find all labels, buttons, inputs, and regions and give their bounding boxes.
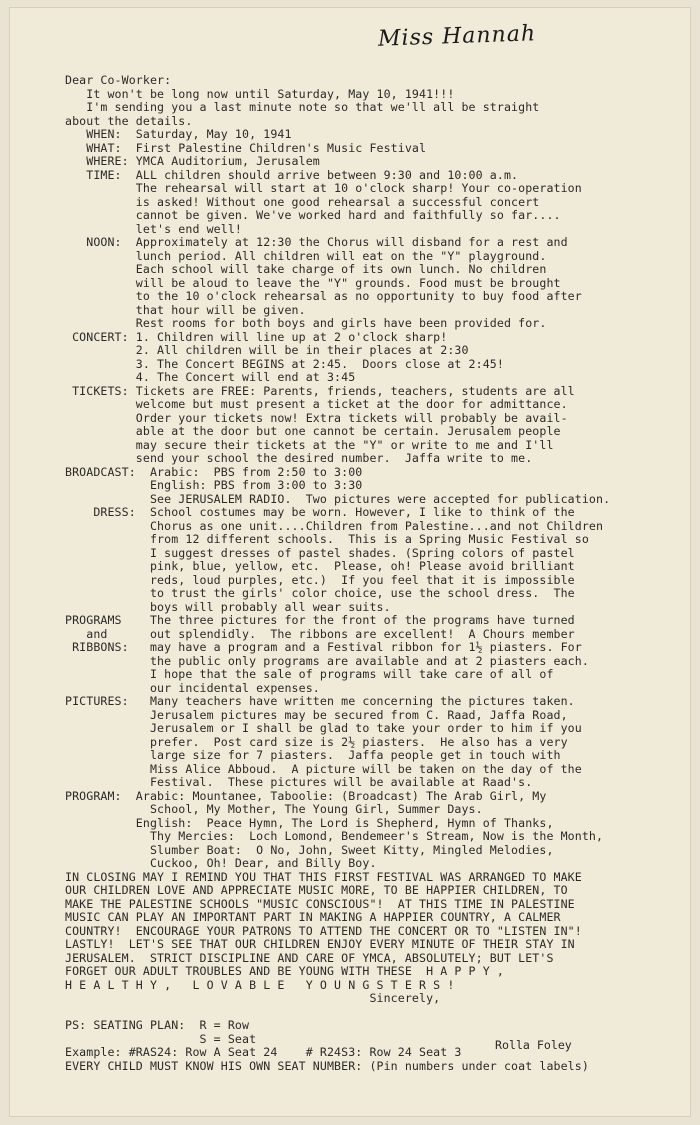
letter-line: It won't be long now until Saturday, May 10, 1941!!! [65,86,455,101]
letter-line: NOON: Approximately at 12:30 the Chorus will disband for a rest and [65,235,568,249]
letter-line: Slumber Boat: O No, John, Sweet Kitty, Mingled Melodies, [65,842,554,857]
letter-line: I'm sending you a last minute note so that we'll all be straight [65,100,540,114]
letter-line: Each school will take charge of its own lunch. No children [65,262,547,276]
letter-line: Festival. These pictures will be available at Raad's. [65,775,533,789]
letter-line: Jerusalem or I shall be glad to take your order to him if you [65,721,582,735]
letter-line: See JERUSALEM RADIO. Two pictures were accepted for publication. [65,491,611,506]
letter-line: LASTLY! LET'S SEE THAT OUR CHILDREN ENJOY EVERY MINUTE OF THEIR STAY IN [65,937,575,951]
letter-line: to trust the girls' color choice, use the school dress. The [65,586,575,600]
letter-line: Chorus as one unit....Children from Palestine...and not Children [65,518,604,533]
letter-line: PROGRAMS The three pictures for the front of the programs have turned [65,613,575,627]
letter-line: Example: #RAS24: Row A Seat 24 # R24S3: Row 24 Seat 3 [65,1045,462,1059]
letter-line: PS: SEATING PLAN: R = Row [65,1018,250,1032]
letter-line: will be aloud to leave the "Y" grounds. Food must be brought [65,275,561,290]
letter-line: IN CLOSING MAY I REMIND YOU THAT THIS FIRST FESTIVAL WAS ARRANGED TO MAKE [65,869,582,884]
letter-line: English: Peace Hymn, The Lord is Shepherd, Hymn of Thanks, [65,815,554,830]
letter-line: Thy Mercies: Loch Lomond, Bendemeer's Stream, Now is the Month, [65,829,604,843]
letter-line: WHERE: YMCA Auditorium, Jerusalem [65,154,320,168]
letter-line: DRESS: School costumes may be worn. However, I like to think of the [65,505,575,519]
letter-line: COUNTRY! ENCOURAGE YOUR PATRONS TO ATTEND THE CONCERT OR TO "LISTEN IN"! [65,923,582,938]
letter-line: reds, loud purples, etc.) If you feel that it is impossible [65,572,575,587]
letter-line: Rest rooms for both boys and girls have been provided for. [65,316,547,330]
letter-line: large size for 7 piasters. Jaffa people get in touch with [65,748,561,762]
letter-line: is asked! Without one good rehearsal a successful concert [65,194,540,209]
letter-line: EVERY CHILD MUST KNOW HIS OWN SEAT NUMBER: (Pin numbers under coat labels) [65,1058,589,1073]
letter-line: pink, blue, yellow, etc. Please, oh! Please avoid brilliant [65,559,575,573]
letter-line: School, My Mother, The Young Girl, Summer Days. [65,802,483,816]
letter-line: that hour will be given. [65,302,306,317]
letter-line: lunch period. All children will eat on the "Y" playground. [65,248,547,263]
letter-line: may secure their tickets at the "Y" or write to me and I'll [65,437,554,452]
letter-line: BROADCAST: Arabic: PBS from 2:50 to 3:00 [65,464,363,479]
letter-line: Cuckoo, Oh! Dear, and Billy Boy. [65,856,377,870]
letter-line: CONCERT: 1. Children will line up at 2 o'clock sharp! [65,329,448,344]
letter-line: TICKETS: Tickets are FREE: Parents, friends, teachers, students are all [65,383,575,398]
letter-line: Jerusalem pictures may be secured from C. Raad, Jaffa Road, [65,707,568,722]
letter-line: English: PBS from 3:00 to 3:30 [65,478,363,492]
letter-line: from 12 different schools. This is a Spring Music Festival so [65,532,589,546]
letter-line: send your school the desired number. Jaffa write to me. [65,451,533,465]
letter-line: able at the door but one cannot be certain. Jerusalem people [65,424,561,438]
letter-line: Miss Alice Abboud. A picture will be taken on the day of the [65,761,582,776]
letter-line: the public only programs are available and at 2 piasters each. [65,653,589,668]
letter-line: The rehearsal will start at 10 o'clock sharp! Your co-operation [65,181,582,195]
letter-line: Dear Co-Worker: [65,73,172,87]
letter-line: FORGET OUR ADULT TROUBLES AND BE YOUNG WITH THESE H A P P Y , [65,964,504,978]
letter-line: cannot be given. We've worked hard and faithfully so far.... [65,208,561,222]
letter-line: I hope that the sale of programs will take care of all of [65,667,554,681]
letter-line: about the details. [65,113,193,128]
letter-line: PICTURES: Many teachers have written me concerning the pictures taken. [65,694,575,708]
letter-line: 2. All children will be in their places at 2:30 [65,343,469,357]
letter-line: RIBBONS: may have a program and a Festival ribbon for 1½ piasters. For [65,640,582,654]
letter-line: JERUSALEM. STRICT DISCIPLINE AND CARE OF YMCA, ABSOLUTELY; BUT LET'S [65,950,554,965]
letter-line: boys will probably all wear suits. [65,599,391,614]
letter-sheet [10,8,690,1116]
letter-line: Order your tickets now! Extra tickets will probably be avail- [65,410,568,425]
letter-line: H E A L T H Y , L O V A B L E Y O U N G S T E R S ! [65,977,455,992]
letter-line: OUR CHILDREN LOVE AND APPRECIATE MUSIC MORE, TO BE HAPPIER CHILDREN, TO [65,883,568,897]
letter-line [65,1006,695,1020]
letter-line: 3. The Concert BEGINS at 2:45. Doors close at 2:45! [65,356,504,371]
letter-line: our incidental expenses. [65,680,320,695]
letter-line: I suggest dresses of pastel shades. (Spring colors of pastel [65,545,575,560]
letter-line: and out splendidly. The ribbons are excellent! A Chours member [65,626,575,641]
letter-line: Sincerely, [65,991,441,1005]
letter-line: prefer. Post card size is 2½ piasters. He also has a very [65,734,568,749]
letter-line: 4. The Concert will end at 3:45 [65,370,356,384]
letter-body [65,74,695,1073]
letter-line: TIME: ALL children should arrive between 9:30 and 10:00 a.m. [65,167,519,182]
letter-line: welcome but must present a ticket at the door for admittance. [65,397,568,411]
signature-name: Rolla Foley [495,1038,572,1052]
letter-line: S = Seat [65,1031,257,1046]
letter-line: WHEN: Saturday, May 10, 1941 [65,127,292,141]
letter-line: WHAT: First Palestine Children's Music Festival [65,140,427,155]
letter-line: MUSIC CAN PLAY AN IMPORTANT PART IN MAKING A HAPPIER COUNTRY, A CALMER [65,910,561,924]
letter-line: MAKE THE PALESTINE SCHOOLS "MUSIC CONSCIOUS"! AT THIS TIME IN PALESTINE [65,896,575,911]
letter-line: PROGRAM: Arabic: Mountanee, Taboolie: (Broadcast) The Arab Girl, My [65,788,547,803]
letter-line: let's end well! [65,221,243,236]
letter-line: to the 10 o'clock rehearsal as no opportunity to buy food after [65,289,582,303]
handwritten-signature-top: Miss Hannah [377,21,537,52]
